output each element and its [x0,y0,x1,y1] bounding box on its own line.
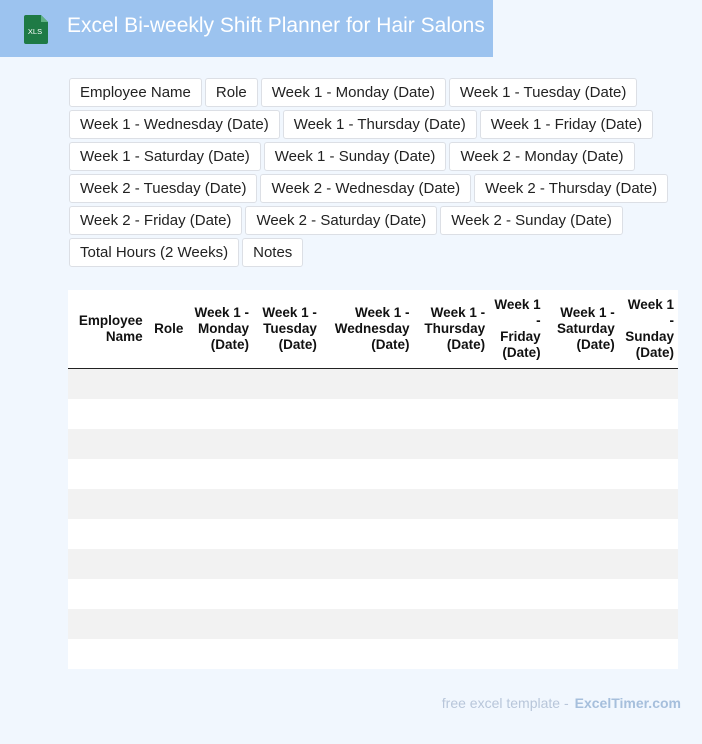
table-cell[interactable] [321,609,414,639]
table-cell[interactable] [619,549,678,579]
table-cell[interactable] [489,519,545,549]
table-cell[interactable] [545,489,619,519]
table-cell[interactable] [489,399,545,429]
table-cell[interactable] [321,639,414,669]
table-cell[interactable] [187,429,253,459]
table-cell[interactable] [68,549,147,579]
table-cell[interactable] [489,459,545,489]
column-chip[interactable]: Week 1 - Saturday (Date) [69,142,261,171]
shift-table [68,290,678,669]
table-cell[interactable] [545,368,619,399]
table-cell[interactable] [414,429,490,459]
table-row [68,519,678,549]
table-cell[interactable] [187,609,253,639]
shift-table-container[interactable] [68,290,678,669]
column-chip[interactable]: Week 2 - Tuesday (Date) [69,174,257,203]
table-row [68,549,678,579]
table-cell[interactable] [321,429,414,459]
table-cell[interactable] [414,368,490,399]
table-cell[interactable] [253,399,321,429]
table-cell[interactable] [147,459,188,489]
table-cell[interactable] [187,489,253,519]
table-cell[interactable] [414,549,490,579]
column-header: Week 1 - Wednesday (Date) [321,290,414,368]
table-row [68,489,678,519]
column-chip[interactable]: Total Hours (2 Weeks) [69,238,239,267]
table-cell[interactable] [545,429,619,459]
table-cell[interactable] [147,489,188,519]
table-cell[interactable] [545,459,619,489]
table-cell[interactable] [68,429,147,459]
column-chip[interactable]: Week 2 - Friday (Date) [69,206,242,235]
table-cell[interactable] [545,549,619,579]
table-cell[interactable] [187,399,253,429]
table-cell[interactable] [414,639,490,669]
table-cell[interactable] [414,459,490,489]
table-cell[interactable] [619,519,678,549]
column-chip-list [69,78,669,270]
table-cell[interactable] [321,549,414,579]
footer [442,695,681,711]
table-cell[interactable] [321,489,414,519]
footer-text: free excel template - [441,695,569,711]
table-body [68,368,678,669]
column-header: Week 1 - Friday (Date) [489,290,545,368]
table-cell[interactable] [68,609,147,639]
table-cell[interactable] [489,609,545,639]
table-cell[interactable] [414,489,490,519]
column-chip[interactable]: Week 1 - Monday (Date) [261,78,446,107]
table-cell[interactable] [68,639,147,669]
table-cell[interactable] [187,639,253,669]
table-cell[interactable] [187,549,253,579]
table-cell[interactable] [321,368,414,399]
table-cell[interactable] [321,519,414,549]
table-cell[interactable] [147,429,188,459]
column-header: Role [147,290,188,368]
table-cell[interactable] [253,549,321,579]
table-cell[interactable] [147,579,188,609]
table-cell[interactable] [253,459,321,489]
table-cell[interactable] [619,639,678,669]
column-chip[interactable]: Week 1 - Friday (Date) [480,110,653,139]
table-cell[interactable] [489,639,545,669]
table-cell[interactable] [619,399,678,429]
table-cell[interactable] [619,609,678,639]
table-cell[interactable] [545,519,619,549]
column-header: Week 1 - Monday (Date) [187,290,253,368]
table-cell[interactable] [545,399,619,429]
table-cell[interactable] [321,579,414,609]
table-cell[interactable] [619,489,678,519]
table-cell[interactable] [489,489,545,519]
table-cell[interactable] [68,459,147,489]
column-chip[interactable]: Employee Name [69,78,202,107]
column-chip[interactable]: Role [205,78,258,107]
column-header: Employee Name [68,290,147,368]
table-cell[interactable] [253,609,321,639]
table-cell[interactable] [253,579,321,609]
table-cell[interactable] [321,399,414,429]
table-cell[interactable] [147,399,188,429]
table-cell[interactable] [414,399,490,429]
column-chip[interactable]: Week 2 - Wednesday (Date) [260,174,471,203]
column-chip[interactable]: Week 1 - Wednesday (Date) [69,110,280,139]
table-row [68,609,678,639]
table-cell[interactable] [489,429,545,459]
table-cell[interactable] [414,519,490,549]
page-title: Excel Bi-weekly Shift Planner for Hair Salons [67,14,485,37]
column-chip[interactable]: Week 2 - Monday (Date) [449,142,634,171]
table-cell[interactable] [253,489,321,519]
column-header: Week 1 - Thursday (Date) [414,290,490,368]
table-row [68,429,678,459]
table-cell[interactable] [253,368,321,399]
table-header-row [68,290,678,368]
table-cell[interactable] [619,579,678,609]
table-cell[interactable] [68,579,147,609]
column-chip[interactable]: Week 2 - Sunday (Date) [440,206,623,235]
table-cell[interactable] [147,549,188,579]
table-cell[interactable] [321,459,414,489]
table-cell[interactable] [147,609,188,639]
table-cell[interactable] [545,579,619,609]
table-cell[interactable] [545,609,619,639]
column-chip[interactable]: Week 2 - Thursday (Date) [474,174,668,203]
table-cell[interactable] [253,429,321,459]
column-chip[interactable]: Week 1 - Tuesday (Date) [449,78,637,107]
table-cell[interactable] [68,519,147,549]
table-cell[interactable] [489,579,545,609]
column-chip[interactable]: Week 1 - Sunday (Date) [264,142,447,171]
column-header: Week 1 - Tuesday (Date) [253,290,321,368]
table-cell[interactable] [489,368,545,399]
table-cell[interactable] [68,399,147,429]
table-row [68,579,678,609]
table-cell[interactable] [619,429,678,459]
column-chip[interactable]: Week 1 - Thursday (Date) [283,110,477,139]
table-cell[interactable] [147,368,188,399]
table-cell[interactable] [68,368,147,399]
excel-file-icon [21,15,50,44]
table-row [68,399,678,429]
table-cell[interactable] [147,639,188,669]
table-cell[interactable] [619,459,678,489]
table-cell[interactable] [187,519,253,549]
table-cell[interactable] [187,368,253,399]
table-row [68,639,678,669]
table-cell[interactable] [187,459,253,489]
table-cell[interactable] [147,519,188,549]
table-row [68,368,678,399]
table-cell[interactable] [414,609,490,639]
table-cell[interactable] [253,519,321,549]
title-banner [0,0,493,57]
column-chip[interactable]: Week 2 - Saturday (Date) [245,206,437,235]
table-cell[interactable] [253,639,321,669]
table-row [68,459,678,489]
column-chip[interactable]: Notes [242,238,303,267]
table-cell[interactable] [414,579,490,609]
excel-icon-label: XLS [27,27,43,36]
table-cell[interactable] [489,549,545,579]
table-cell[interactable] [545,639,619,669]
footer-brand-link[interactable]: ExcelTimer.com [574,695,681,711]
column-header: Week 1 - Sunday (Date) [619,290,678,368]
table-cell[interactable] [187,579,253,609]
table-cell[interactable] [68,489,147,519]
column-header: Week 1 - Saturday (Date) [545,290,619,368]
table-cell[interactable] [619,368,678,399]
